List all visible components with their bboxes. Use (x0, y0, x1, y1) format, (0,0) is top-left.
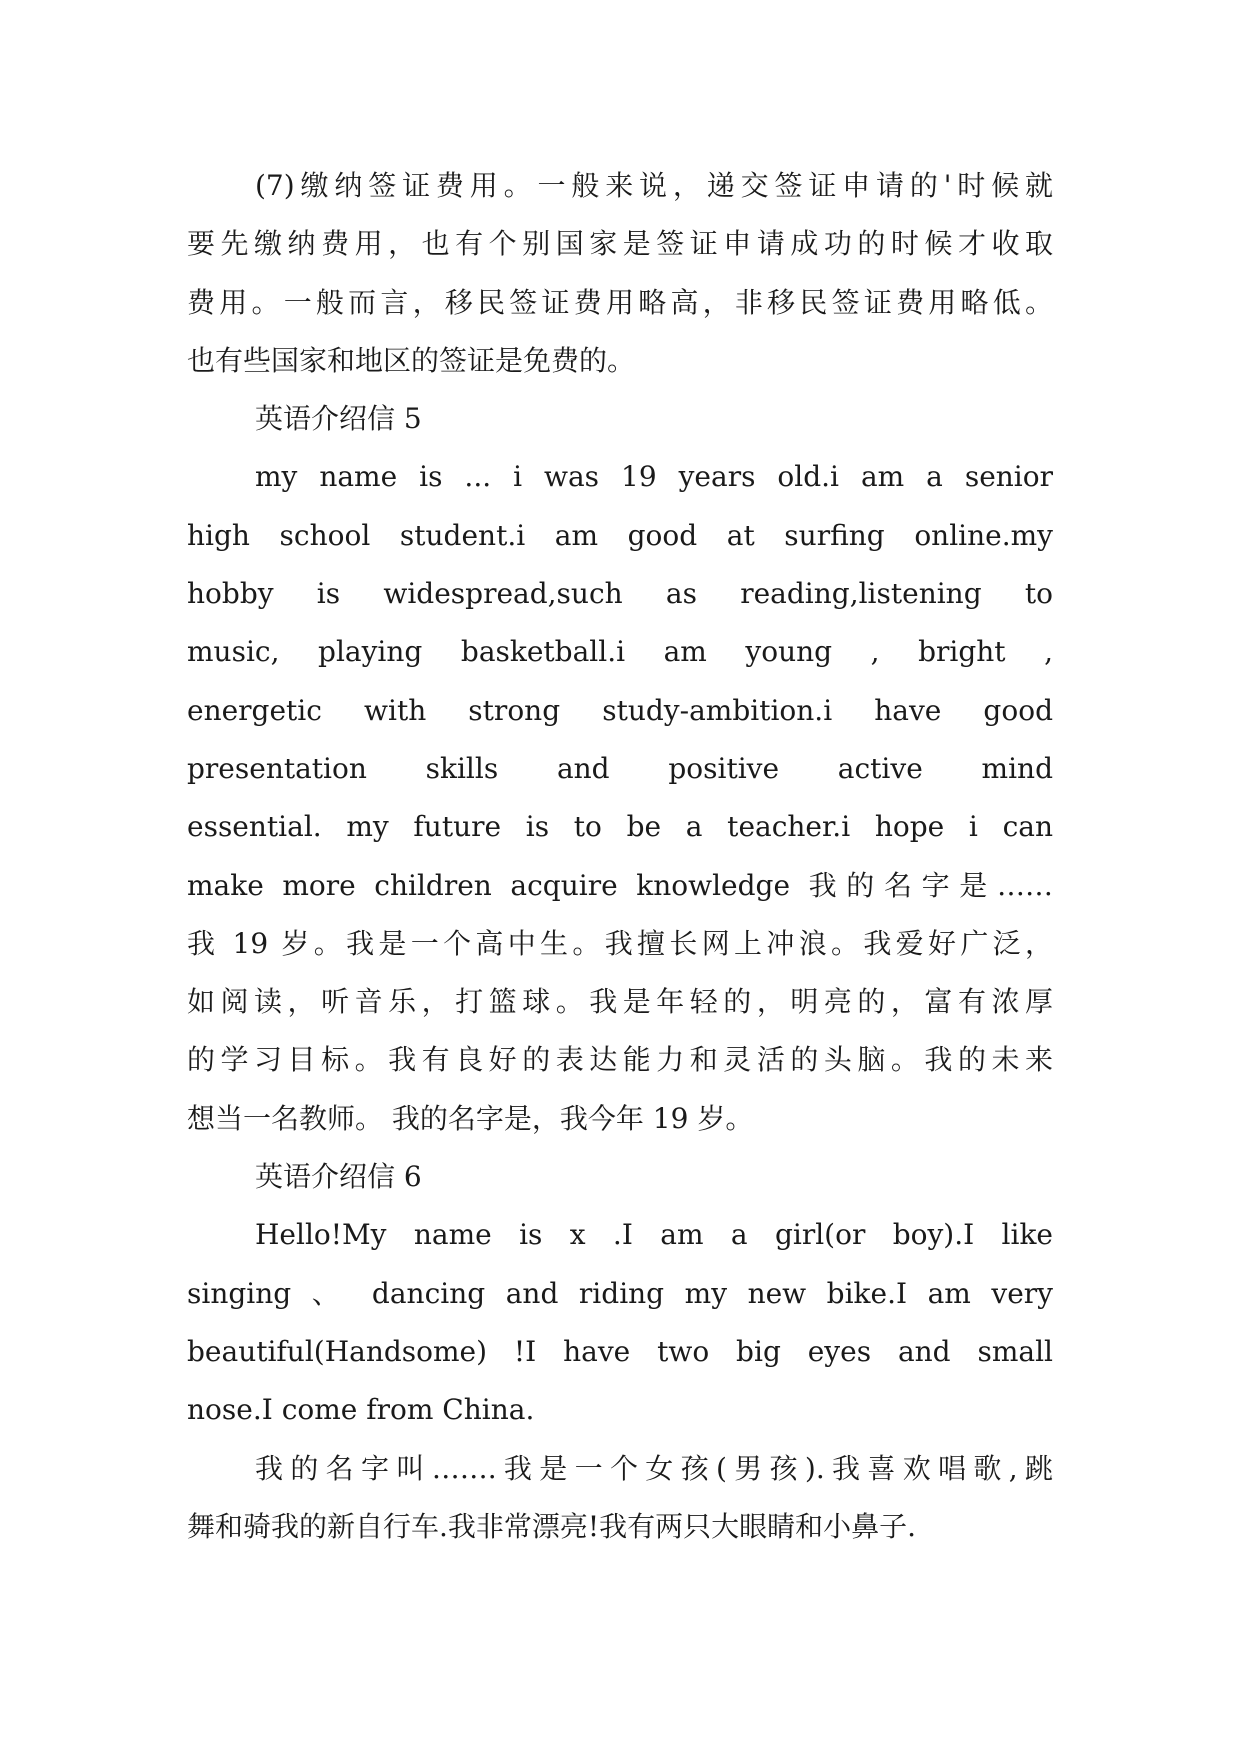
section-heading-letter-6: 英语介绍信 6 (255, 1160, 422, 1194)
paragraph-letter-5-line-2: high school student.i am good at surfing online.my (187, 518, 1053, 552)
paragraph-letter-5-line-7: essential. my future is to be a teacher.i hope i can (187, 810, 1053, 844)
paragraph-letter-5-line-1: my name is ... i was 19 years old.i am a senior (255, 460, 1053, 494)
paragraph-letter-6-en-line-4: nose.I come from China. (187, 1393, 535, 1427)
paragraph-letter-5-line-3: hobby is widespread,such as reading,listening to (187, 577, 1053, 611)
paragraph-letter-5-line-5: energetic with strong study-ambition.i have good (187, 693, 1053, 727)
paragraph-letter-6-zh-line-2: 舞和骑我的新自行车.我非常漂亮!我有两只大眼睛和小鼻子. (187, 1509, 917, 1543)
section-heading-letter-5: 英语介绍信 5 (255, 402, 422, 436)
paragraph-letter-6-en-line-3: beautiful(Handsome) !I have two big eyes and small (187, 1334, 1053, 1368)
paragraph-letter-6-zh-line-1: 我的名字叫…….我是一个女孩(男孩).我喜欢唱歌,跳 (255, 1451, 1053, 1485)
paragraph-letter-5-line-10: 如阅读，听音乐，打篮球。我是年轻的，明亮的，富有浓厚 (187, 985, 1053, 1019)
paragraph-letter-6-en-line-2: singing 、 dancing and riding my new bike.I am very (187, 1276, 1053, 1310)
paragraph-letter-5-line-8: make more children acquire knowledge 我的名字是…… (187, 868, 1053, 902)
paragraph-visa-fee-line-1: (7)缴纳签证费用。一般来说，递交签证申请的'时候就 (255, 169, 1053, 202)
paragraph-visa-fee-line-3: 费用。一般而言，移民签证费用略高，非移民签证费用略低。 (187, 285, 1053, 319)
paragraph-letter-5-line-6: presentation skills and positive active mind (187, 751, 1053, 785)
document-page (187, 157, 1053, 1556)
paragraph-letter-5-line-12: 想当一名教师。 我的名字是，我今年 19 岁。 (187, 1101, 754, 1135)
paragraph-visa-fee-line-2: 要先缴纳费用，也有个别国家是签证申请成功的时候才收取 (187, 227, 1053, 261)
paragraph-letter-6-en-line-1: Hello!My name is x .I am a girl(or boy).I like (255, 1218, 1053, 1252)
paragraph-visa-fee-line-4: 也有些国家和地区的签证是免费的。 (187, 343, 636, 377)
paragraph-letter-5-line-11: 的学习目标。我有良好的表达能力和灵活的头脑。我的未来 (187, 1043, 1053, 1077)
paragraph-letter-5-line-4: music, playing basketball.i am young , bright , (187, 635, 1053, 669)
paragraph-letter-5-line-9: 我 19 岁。我是一个高中生。我擅长网上冲浪。我爱好广泛， (187, 926, 1053, 960)
